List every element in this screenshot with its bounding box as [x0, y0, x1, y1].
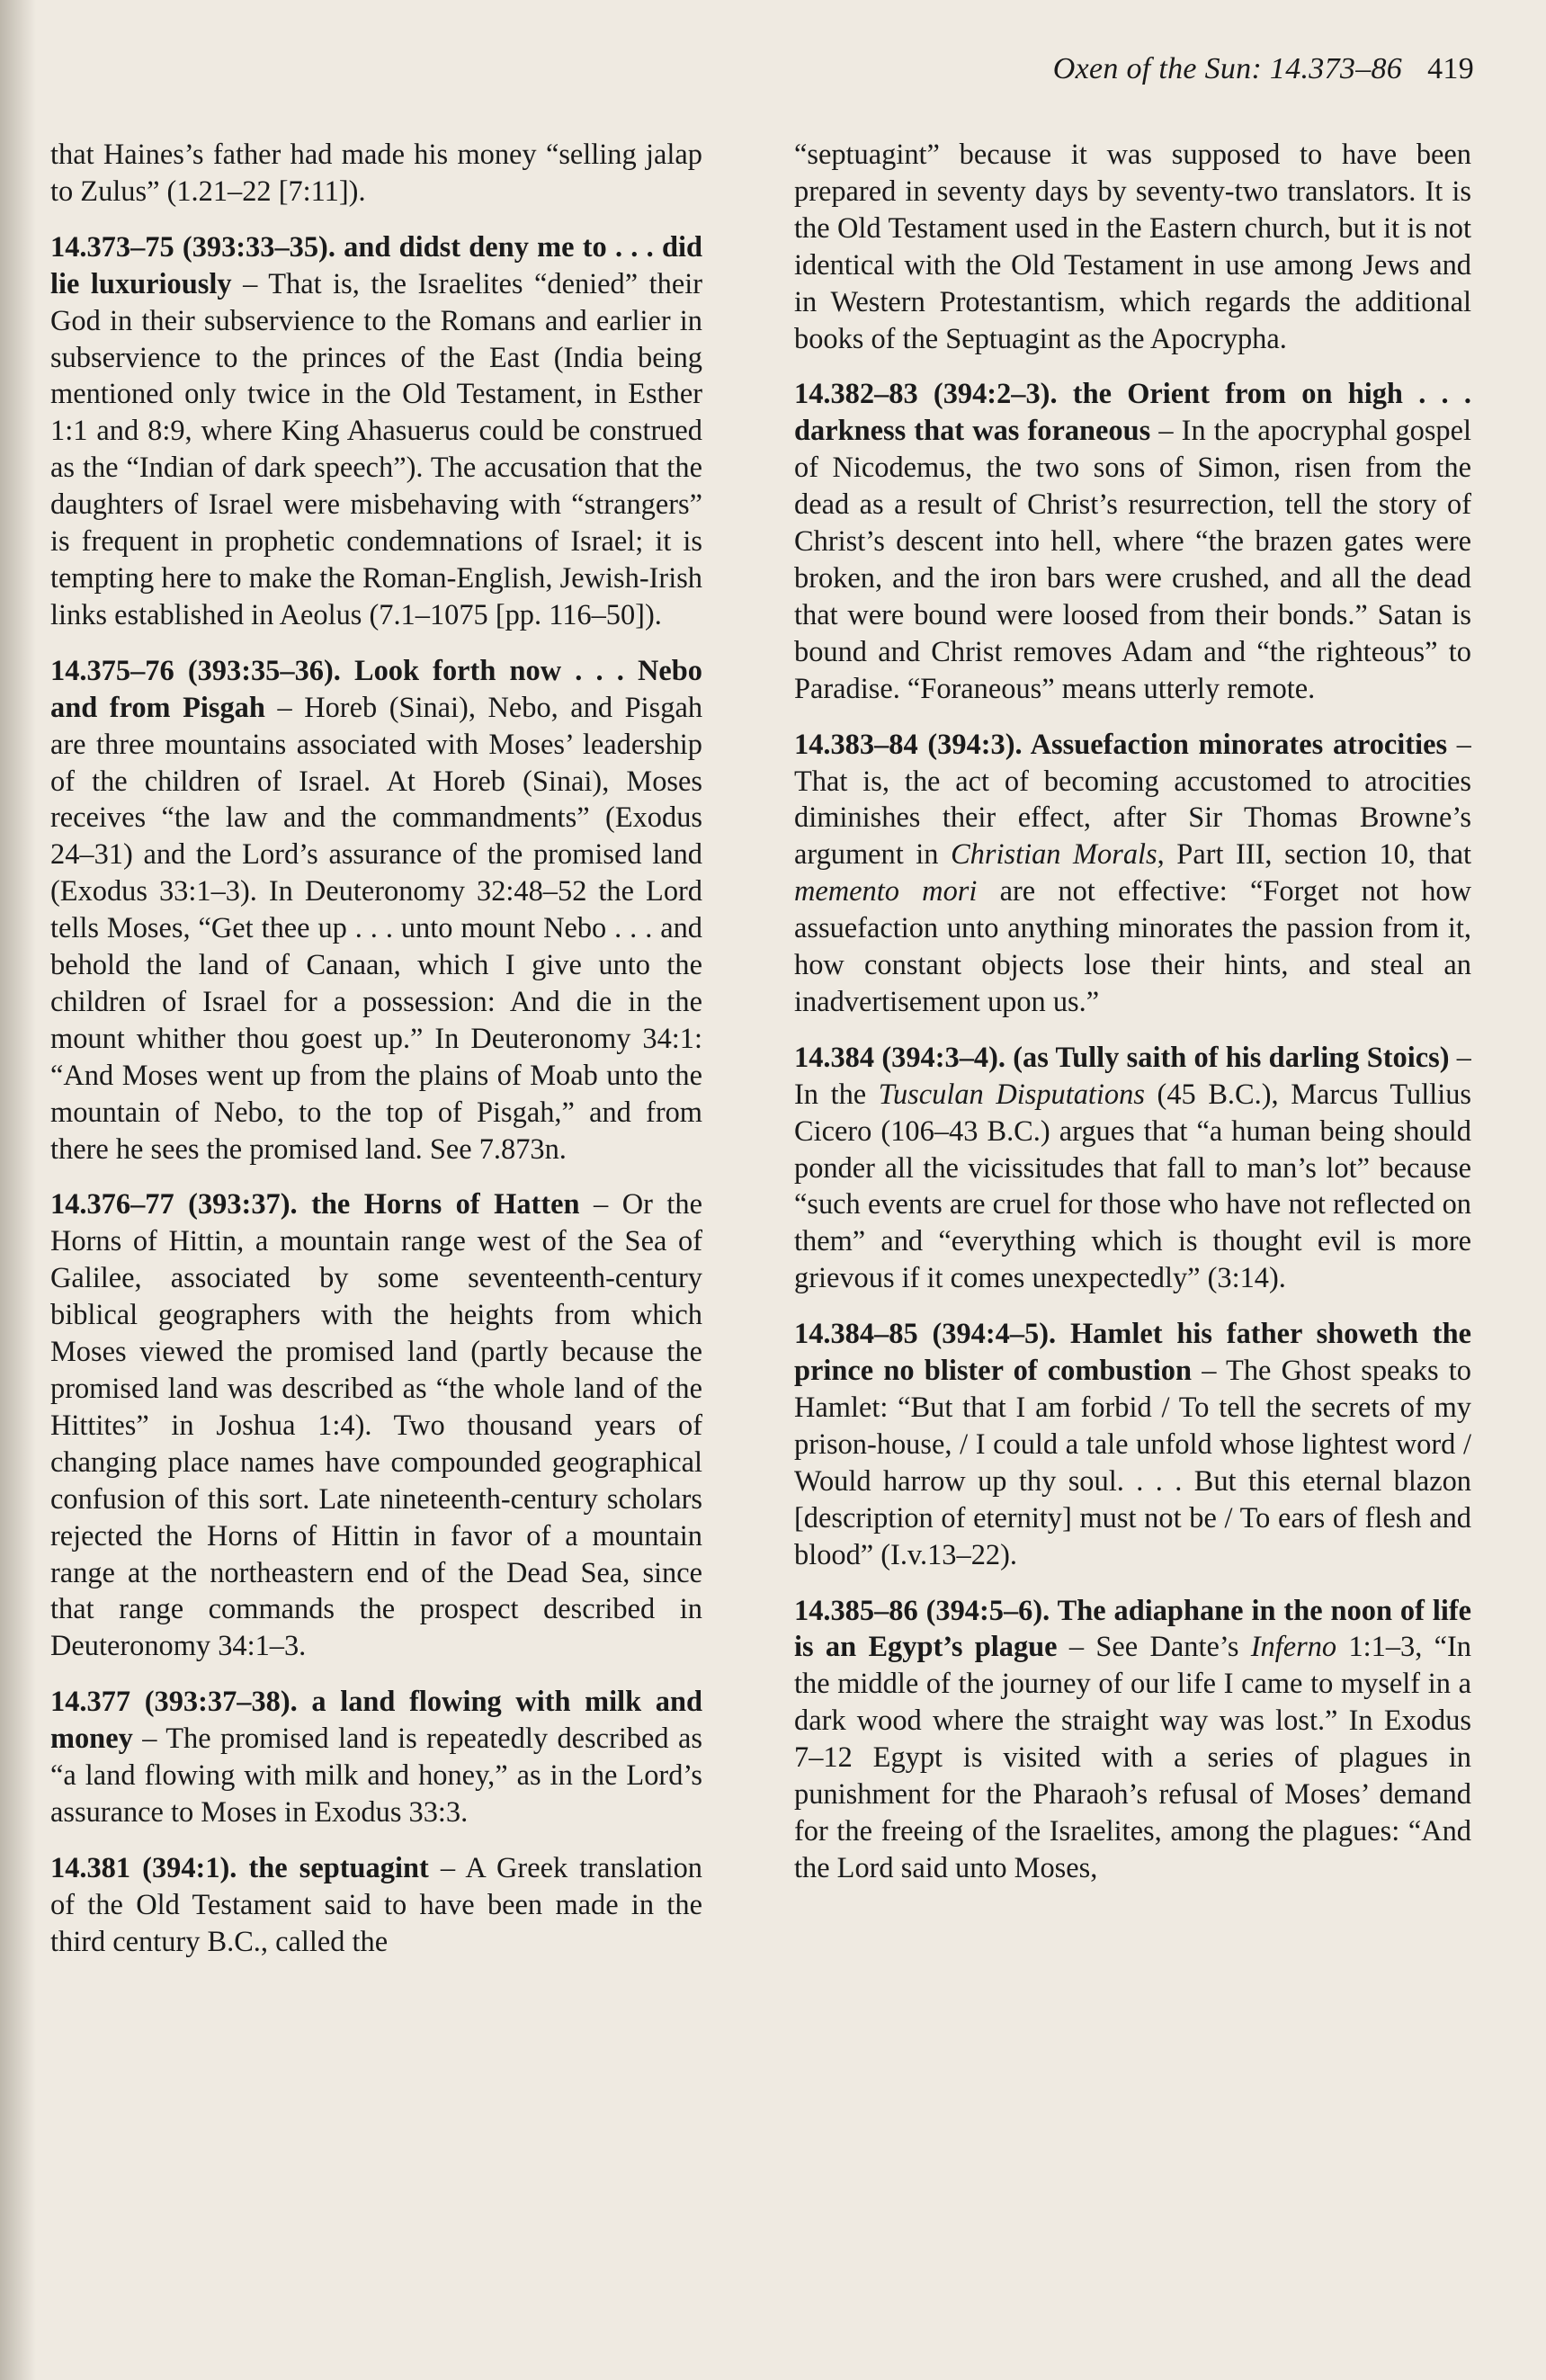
- annotation-entry: [794, 376, 1471, 707]
- annotation-text: (45 B.C.), Marcus Tullius Cicero (106–43 B.C.) argues that “a human being should ponder all the vicissitudes that fall to man’s lot” because “such events are cruel for those who have not reflected on them” and “everything which is thought evil is more grievous if it comes unexpectedly” (3:14).: [794, 1078, 1471, 1295]
- running-header: [1053, 52, 1474, 86]
- gutter-shadow: [0, 0, 36, 2380]
- annotation-lemma: 14.377 (393:37–38). a land flowing with milk and money: [50, 1686, 702, 1756]
- annotation-lemma: 14.382–83 (394:2–3). the Orient from on high . . . darkness that was foraneous: [794, 378, 1471, 448]
- annotation-entry: [794, 1593, 1471, 1887]
- book-title: Tusculan Disputations: [878, 1078, 1145, 1111]
- annotation-text: are not effective: “Forget not how assuefaction unto anything minorates the passion from it, how constant objects lose their hints, and steal an inadvertisement upon us.”: [794, 875, 1471, 1018]
- book-title: Christian Morals: [951, 838, 1157, 872]
- annotation-text: – The Ghost speaks to Hamlet: “But that I am forbid / To tell the secrets of my prison-house, / I could a tale unfold whose lightest word / Would harrow up thy soul. . . . But this eternal blazon [description of eternity] must not be / To ears of flesh and blood” (I.v.13–22).: [794, 1355, 1471, 1571]
- annotation-entry: [794, 1040, 1471, 1297]
- annotation-continued: [794, 137, 1471, 357]
- annotation-text: – The promised land is repeatedly described as “a land flowing with milk and honey,” as in the Lord’s assurance to Moses in Exodus 33:3.: [50, 1722, 702, 1829]
- annotation-lemma: 14.384 (394:3–4). (as Tully saith of his darling Stoics): [794, 1041, 1450, 1074]
- annotation-lemma: 14.375–76 (393:35–36). Look forth now . . . Nebo and from Pisgah: [50, 654, 702, 724]
- annotation-entry: [794, 727, 1471, 1021]
- annotation-continued: [50, 137, 702, 210]
- annotation-entry: [794, 1316, 1471, 1573]
- annotation-text: that Haines’s father had made his money “selling jalap to Zulus” (1.21–22 [7:11]).: [50, 139, 702, 208]
- annotation-text: – A Greek translation of the Old Testament said to have been made in the third century B.C., called the: [50, 1851, 702, 1958]
- running-title: Oxen of the Sun: 14.373–86: [1052, 52, 1403, 85]
- annotation-lemma: 14.376–77 (393:37). the Horns of Hatten: [50, 1188, 580, 1221]
- annotation-text: – See Dante’s: [1057, 1631, 1251, 1664]
- annotation-entry: [50, 229, 702, 634]
- annotation-text: “septuagint” because it was supposed to have been prepared in seventy days by seventy-two translators. It is the Old Testament used in the Eastern church, but it is not identical with the Old Testament in use among Jews and in Western Protestantism, which regards the additional books of the Septuagint as the Apocrypha.: [794, 139, 1471, 355]
- annotation-entry: [50, 1850, 702, 1961]
- annotation-text: 1:1–3, “In the middle of the journey of our life I came to myself in a dark wood where the straight way was lost.” In Exodus 7–12 Egypt is visited with a series of plagues in punishment for the Pharaoh’s refusal of Moses’ demand for the freeing of the Israelites, among the plagues: “And the Lord said unto Moses,: [794, 1631, 1471, 1884]
- page-number: 419: [1427, 52, 1474, 85]
- annotation-text: – That is, the act of becoming accustomed to atrocities diminishes their effect, after Sir Thomas Browne’s argument in: [794, 728, 1471, 872]
- annotation-lemma: 14.373–75 (393:33–35). and didst deny me to . . . did lie luxuriously: [50, 230, 702, 300]
- annotation-text: – That is, the Israelites “denied” their God in their subservience to the Romans and earlier in subservience to the princes of the East (India being mentioned only twice in the Old Testament, in Esther 1:1 and 8:9, where King Ahasuerus could be construed as the “Indian of dark speech”). The accusation that the daughters of Israel were misbehaving with “strangers” is frequent in prophetic condemnations of Israel; it is tempting here to make the Roman-English, Jewish-Irish links established in Aeolus (7.1–1075 [pp. 116–50]).: [50, 267, 702, 631]
- annotation-text: , Part III, section 10, that: [1157, 838, 1471, 872]
- annotation-text: – In the apocryphal gospel of Nicodemus, the two sons of Simon, risen from the dead as a result of Christ’s resurrection, tell the story of Christ’s descent into hell, where “the brazen gates were broken, and the iron bars were crushed, and all the dead that were bound were loosed from their bonds.” Satan is bound and Christ removes Adam and “the righteous” to Paradise. “Foraneous” means utterly remote.: [794, 415, 1471, 705]
- right-column: [794, 137, 1471, 2349]
- annotation-entry: [50, 1684, 702, 1831]
- annotation-text: – In the: [794, 1041, 1471, 1111]
- annotation-lemma: 14.383–84 (394:3). Assuefaction minorates atrocities: [794, 728, 1448, 761]
- latin-phrase: memento mori: [794, 875, 978, 908]
- annotation-lemma: 14.385–86 (394:5–6). The adiaphane in the noon of life is an Egypt’s plague: [794, 1594, 1471, 1664]
- annotation-lemma: 14.384–85 (394:4–5). Hamlet his father showeth the prince no blister of combustion: [794, 1318, 1471, 1388]
- annotation-entry: [50, 1186, 702, 1665]
- annotation-text: – Horeb (Sinai), Nebo, and Pisgah are three mountains associated with Moses’ leadership of the children of Israel. At Horeb (Sinai), Moses receives “the law and the commandments” (Exodus 24–31) and the Lord’s assurance of the promised land (Exodus 33:1–3). In Deuteronomy 32:48–52 the Lord tells Moses, “Get thee up . . . unto mount Nebo . . . and behold the land of Canaan, which I give unto the children of Israel for a possession: And die in the mount whither thou goest up.” In Deuteronomy 34:1: “And Moses went up from the plains of Moab unto the mountain of Nebo, to the top of Pisgah,” and from there he sees the promised land. See 7.873n.: [50, 691, 702, 1166]
- annotation-lemma: 14.381 (394:1). the septuagint: [50, 1851, 429, 1884]
- left-column: [50, 137, 702, 2349]
- book-title: Inferno: [1250, 1631, 1337, 1664]
- annotation-text: – Or the Horns of Hittin, a mountain range west of the Sea of Galilee, associated by some seventeenth-century biblical geographers with the heights from which Moses viewed the promised land (partly because the promised land was described as “the whole land of the Hittites” in Joshua 1:4). Two thousand years of changing place names have compounded geographical confusion of this sort. Late nineteenth-century scholars rejected the Horns of Hittin in favor of a mountain range at the northeastern end of the Dead Sea, since that range commands the prospect described in Deuteronomy 34:1–3.: [50, 1188, 702, 1663]
- annotation-entry: [50, 653, 702, 1168]
